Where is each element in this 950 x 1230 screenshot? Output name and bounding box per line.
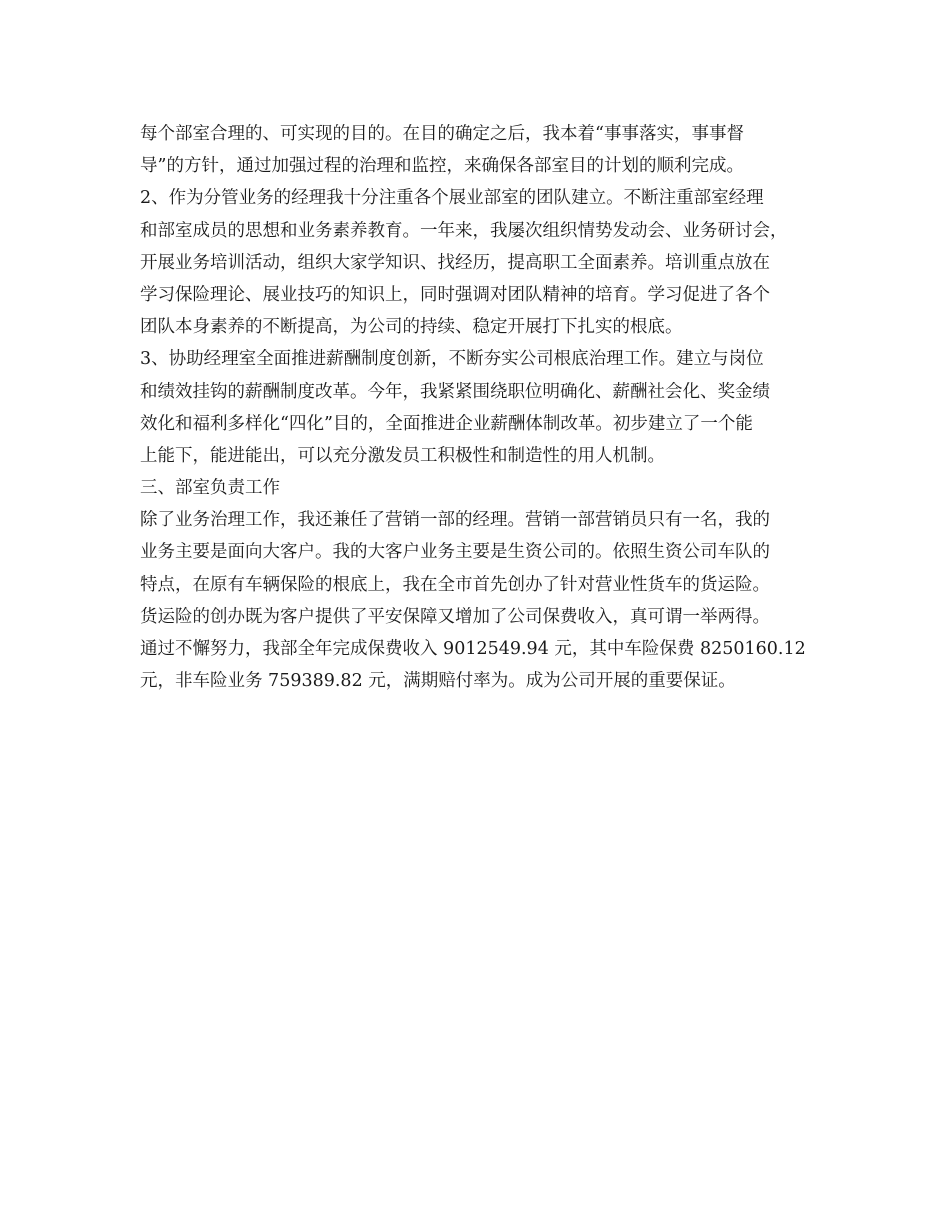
text-line: 上能下，能进能出，可以充分激发员工积极性和制造性的用人机制。 <box>140 445 665 466</box>
text-line: 和绩效挂钩的薪酬制度改革。今年，我紧紧围绕职位明确化、薪酬社会化、奖金绩 <box>140 381 770 402</box>
text-line: 3、协助经理室全面推进薪酬制度创新，不断夯实公司根底治理工作。建立与岗位 <box>140 349 764 370</box>
text-line: 元，非车险业务 759389.82 元，满期赔付率为。成为公司开展的重要保证。 <box>140 671 736 692</box>
text-line: 除了业务治理工作，我还兼任了营销一部的经理。营销一部营销员只有一名，我的 <box>140 510 770 531</box>
text-line: 和部室成员的思想和业务素养教育。一年来，我屡次组织情势发动会、业务研讨会， <box>140 220 788 241</box>
text-line: 2、作为分管业务的经理我十分注重各个展业部室的团队建立。不断注重部室经理 <box>140 188 764 209</box>
text-line: 学习保险理论、展业技巧的知识上，同时强调对团队精神的培育。学习促进了各个 <box>140 284 770 305</box>
text-line: 团队本身素养的不断提高，为公司的持续、稳定开展打下扎实的根底。 <box>140 317 683 338</box>
text-line: 业务主要是面向大客户。我的大客户业务主要是生资公司的。依照生资公司车队的 <box>140 542 770 563</box>
section-heading: 三、部室负责工作 <box>140 478 280 499</box>
body-text <box>140 118 820 697</box>
text-line: 通过不懈努力，我部全年完成保费收入 9012549.94 元，其中车险保费 8250160.12 <box>140 639 806 659</box>
text-line: 每个部室合理的、可实现的目的。在目的确定之后，我本着“事事落实，事事督 <box>140 124 744 144</box>
text-line: 效化和福利多样化“四化”目的，全面推进企业薪酬体制改革。初步建立了一个能 <box>140 413 753 434</box>
text-line: 货运险的创办既为客户提供了平安保障又增加了公司保费收入，真可谓一举两得。 <box>140 606 770 627</box>
text-line: 开展业务培训活动，组织大家学知识、找经历，提高职工全面素养。培训重点放在 <box>140 252 770 273</box>
text-line: 导”的方针，通过加强过程的治理和监控，来确保各部室目的计划的顺利完成。 <box>140 156 744 177</box>
text-line: 特点，在原有车辆保险的根底上，我在全市首先创办了针对营业性货车的货运险。 <box>140 574 770 595</box>
